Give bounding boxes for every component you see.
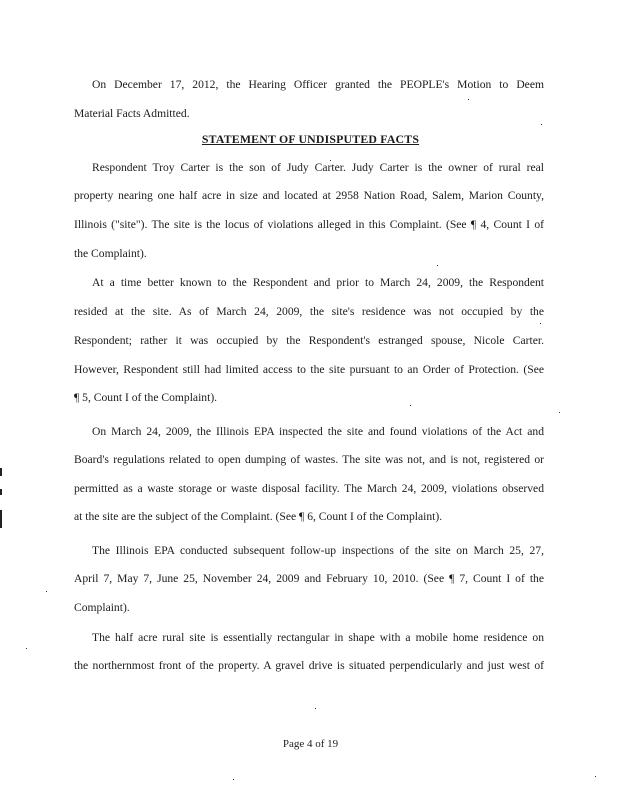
section-heading: STATEMENT OF UNDISPUTED FACTS [201, 132, 420, 146]
scan-edge-mark [0, 489, 2, 495]
scan-speck [315, 708, 316, 709]
scan-speck [233, 779, 234, 780]
paragraph-line: On March 24, 2009, the Illinois EPA inspected the site and found violations of the Act and [92, 425, 544, 438]
scan-speck [330, 160, 331, 161]
scan-speck [26, 648, 27, 649]
paragraph-line: the Complaint). [74, 247, 147, 260]
paragraph-line: On December 17, 2012, the Hearing Officer granted the PEOPLE's Motion to Deem [92, 78, 544, 91]
scan-edge-mark [0, 510, 2, 528]
paragraph-line: Complaint). [74, 601, 130, 614]
scan-speck [595, 776, 596, 777]
paragraph-line: the northernmost front of the property. A gravel drive is situated perpendicularly and just west of [74, 659, 544, 672]
scan-speck [559, 412, 560, 413]
paragraph-line: Respondent; rather it was occupied by the Respondent's estranged spouse, Nicole Carter. [74, 334, 544, 347]
scan-speck [46, 591, 47, 592]
paragraph-line: Board's regulations related to open dumping of wastes. The site was not, and is not, registered or [74, 453, 544, 466]
paragraph-line: Material Facts Admitted. [74, 107, 190, 120]
paragraph-line: property nearing one half acre in size and located at 2958 Nation Road, Salem, Marion County, [74, 189, 544, 202]
scan-speck [437, 265, 438, 266]
scan-speck [540, 323, 541, 324]
paragraph-line: resided at the site. As of March 24, 2009, the site's residence was not occupied by the [74, 305, 544, 318]
paragraph-line: Illinois ("site"). The site is the locus of violations alleged in this Complaint. (See ¶ 4, Count I of [74, 218, 544, 231]
page-number: Page 4 of 19 [282, 738, 339, 750]
paragraph-line: At a time better known to the Respondent and prior to March 24, 2009, the Respondent [92, 276, 544, 289]
paragraph-line: ¶ 5, Count I of the Complaint). [74, 391, 218, 404]
paragraph-line: April 7, May 7, June 25, November 24, 2009 and February 10, 2010. (See ¶ 7, Count I of the [74, 572, 544, 585]
paragraph-line: at the site are the subject of the Complaint. (See ¶ 6, Count I of the Complaint). [74, 510, 443, 523]
paragraph-line: The Illinois EPA conducted subsequent follow-up inspections of the site on March 25, 27, [92, 544, 544, 557]
scan-edge-mark [0, 468, 2, 476]
paragraph-line: permitted as a waste storage or waste disposal facility. The March 24, 2009, violations observed [74, 482, 544, 495]
paragraph-line: However, Respondent still had limited access to the site pursuant to an Order of Protection. (See [74, 363, 544, 376]
scan-speck [468, 99, 469, 100]
paragraph-line: Respondent Troy Carter is the son of Judy Carter. Judy Carter is the owner of rural real [92, 161, 544, 174]
scan-speck [410, 405, 411, 406]
scan-speck [541, 124, 542, 125]
paragraph-line: The half acre rural site is essentially rectangular in shape with a mobile home residence on [92, 631, 544, 644]
